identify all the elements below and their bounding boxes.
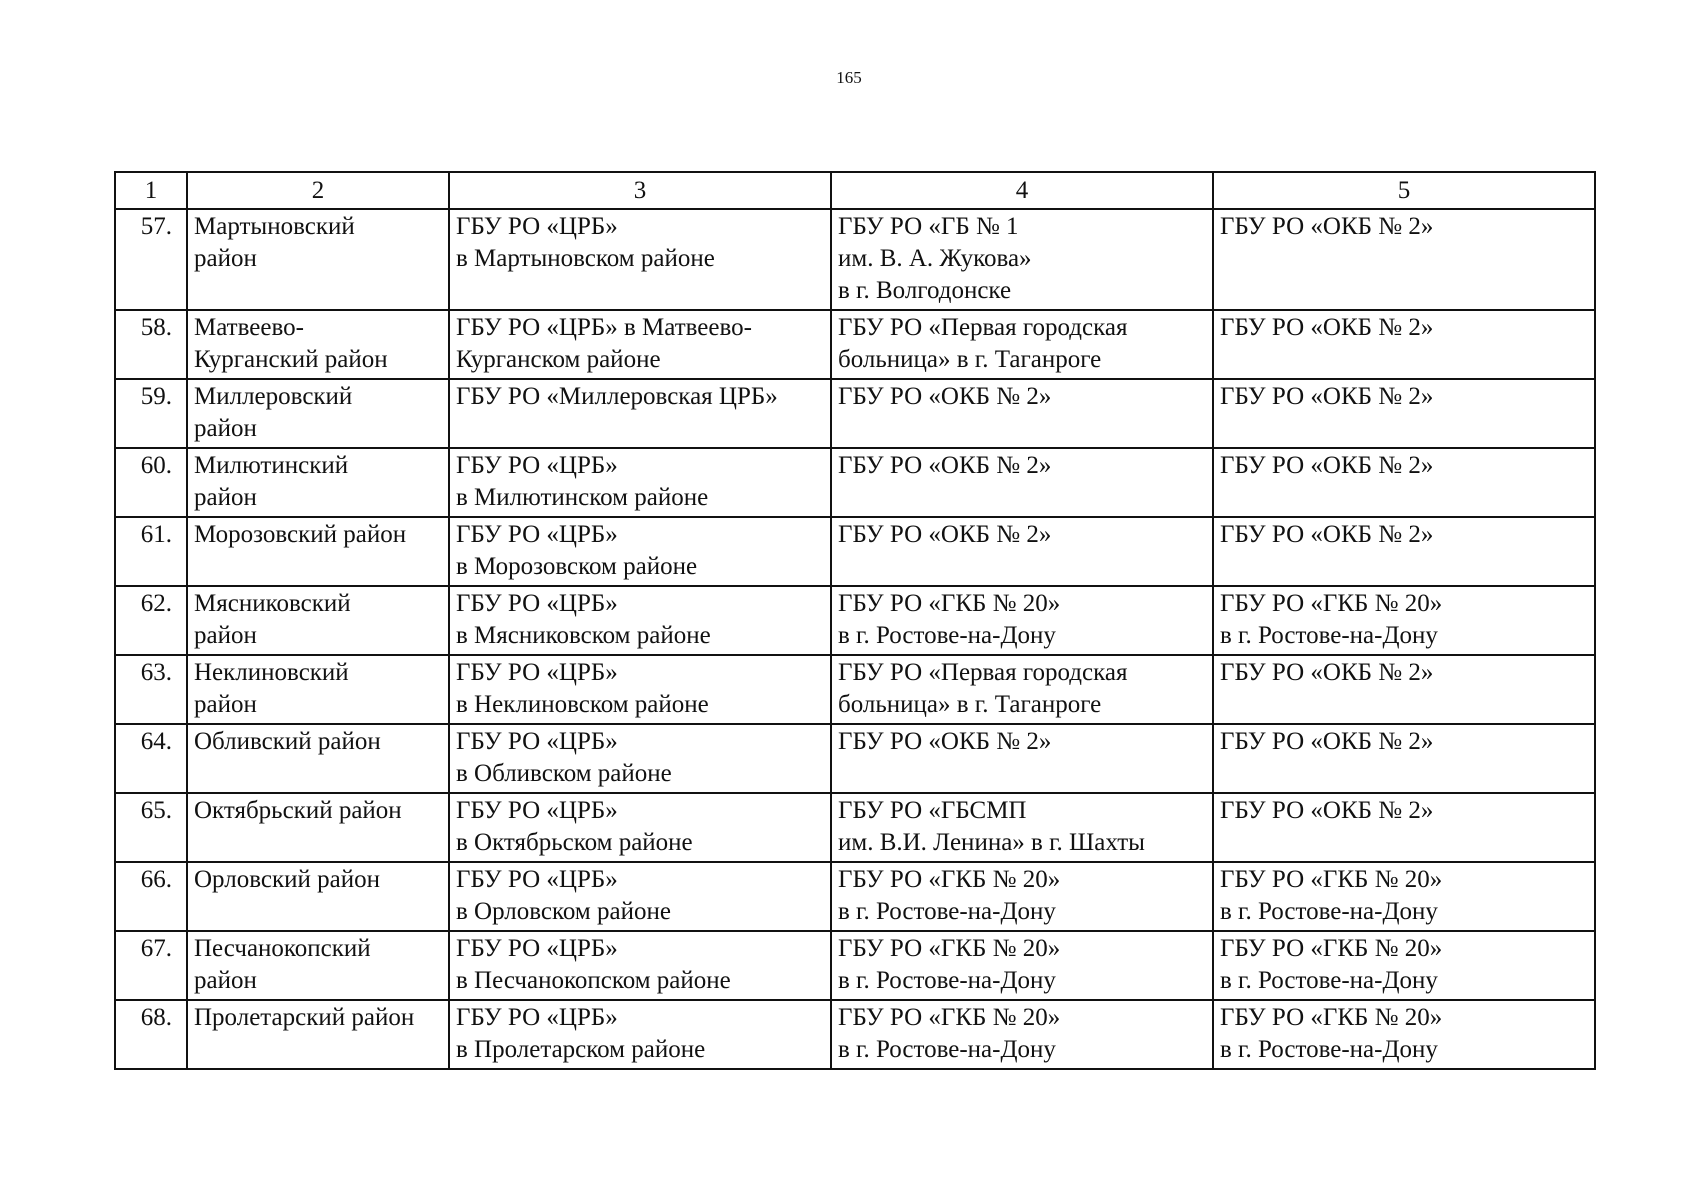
- cell-line: Морозовский район: [194, 521, 407, 548]
- cell-line: Пролетарский район: [194, 1004, 415, 1031]
- primary-facility-cell: [449, 724, 831, 793]
- regional-facility-cell: [1213, 517, 1595, 586]
- table-row: [115, 310, 1595, 379]
- cell-line: район: [194, 484, 257, 511]
- interdistrict-facility-cell: [831, 209, 1213, 310]
- cell-line: ГБУ РО «Первая городская: [838, 314, 1128, 341]
- cell-line: ГБУ РО «ЦРБ»: [456, 452, 618, 479]
- cell-line: ГБУ РО «ЦРБ»: [456, 935, 618, 962]
- cell-line: ГБУ РО «ОКБ № 2»: [1220, 383, 1434, 410]
- cell-line: район: [194, 415, 257, 442]
- cell-line: в г. Ростове-на-Дону: [838, 898, 1056, 925]
- cell-line: в г. Ростове-на-Дону: [1220, 967, 1438, 994]
- cell-line: ГБУ РО «ГКБ № 20»: [838, 935, 1061, 962]
- primary-facility-cell: [449, 655, 831, 724]
- cell-line: ГБУ РО «ОКБ № 2»: [1220, 659, 1434, 686]
- primary-facility-cell: [449, 448, 831, 517]
- cell-line: ГБУ РО «ЦРБ»: [456, 659, 618, 686]
- table-row: [115, 655, 1595, 724]
- cell-line: в г. Волгодонске: [838, 277, 1012, 304]
- cell-line: ГБУ РО «ГКБ № 20»: [1220, 590, 1443, 617]
- header-col-2: 2: [187, 172, 449, 209]
- table-row: [115, 517, 1595, 586]
- row-number-cell: 58.: [115, 310, 187, 379]
- primary-facility-cell: [449, 586, 831, 655]
- regional-facility-cell: [1213, 586, 1595, 655]
- cell-line: в Пролетарском районе: [456, 1036, 706, 1063]
- cell-line: Матвеево-: [194, 314, 304, 341]
- table-row: [115, 793, 1595, 862]
- interdistrict-facility-cell: [831, 655, 1213, 724]
- cell-line: район: [194, 967, 257, 994]
- cell-line: Орловский район: [194, 866, 380, 893]
- cell-line: ГБУ РО «Миллеровская ЦРБ»: [456, 383, 778, 410]
- row-number-cell: 63.: [115, 655, 187, 724]
- cell-line: Миллеровский: [194, 383, 353, 410]
- regional-facility-cell: [1213, 209, 1595, 310]
- interdistrict-facility-cell: [831, 724, 1213, 793]
- row-number-cell: 59.: [115, 379, 187, 448]
- primary-facility-cell: [449, 517, 831, 586]
- cell-line: ГБУ РО «ОКБ № 2»: [1220, 314, 1434, 341]
- cell-line: Неклиновский: [194, 659, 349, 686]
- row-number-cell: 65.: [115, 793, 187, 862]
- district-cell: [187, 448, 449, 517]
- district-cell: [187, 862, 449, 931]
- table-header: [115, 172, 1595, 209]
- cell-line: больница» в г. Таганроге: [838, 346, 1102, 373]
- cell-line: ГБУ РО «ОКБ № 2»: [1220, 728, 1434, 755]
- cell-line: в Песчанокопском районе: [456, 967, 731, 994]
- header-col-5: 5: [1213, 172, 1595, 209]
- cell-line: ГБУ РО «ГБ № 1: [838, 213, 1019, 240]
- cell-line: ГБУ РО «Первая городская: [838, 659, 1128, 686]
- cell-line: Мясниковский: [194, 590, 351, 617]
- cell-line: ГБУ РО «ЦРБ»: [456, 213, 618, 240]
- cell-line: в Обливском районе: [456, 760, 672, 787]
- header-col-4: 4: [831, 172, 1213, 209]
- interdistrict-facility-cell: [831, 379, 1213, 448]
- cell-line: Песчанокопский: [194, 935, 371, 962]
- cell-line: ГБУ РО «ОКБ № 2»: [838, 521, 1052, 548]
- interdistrict-facility-cell: [831, 793, 1213, 862]
- interdistrict-facility-cell: [831, 1000, 1213, 1069]
- primary-facility-cell: [449, 379, 831, 448]
- cell-line: ГБУ РО «ГКБ № 20»: [1220, 935, 1443, 962]
- cell-line: в Мясниковском районе: [456, 622, 711, 649]
- cell-line: Обливский район: [194, 728, 381, 755]
- cell-line: Милютинский: [194, 452, 349, 479]
- cell-line: Курганский район: [194, 346, 388, 373]
- row-number-cell: 57.: [115, 209, 187, 310]
- cell-line: в Милютинском районе: [456, 484, 709, 511]
- regional-facility-cell: [1213, 862, 1595, 931]
- regional-facility-cell: [1213, 724, 1595, 793]
- cell-line: ГБУ РО «ЦРБ»: [456, 866, 618, 893]
- table-row: [115, 724, 1595, 793]
- district-cell: [187, 1000, 449, 1069]
- district-cell: [187, 793, 449, 862]
- cell-line: ГБУ РО «ГКБ № 20»: [1220, 1004, 1443, 1031]
- regional-facility-cell: [1213, 310, 1595, 379]
- table-row: [115, 586, 1595, 655]
- cell-line: ГБУ РО «ОКБ № 2»: [838, 452, 1052, 479]
- table-row: [115, 209, 1595, 310]
- cell-line: ГБУ РО «ОКБ № 2»: [1220, 452, 1434, 479]
- row-number-cell: 62.: [115, 586, 187, 655]
- cell-line: ГБУ РО «ГКБ № 20»: [838, 866, 1061, 893]
- cell-line: район: [194, 691, 257, 718]
- regional-facility-cell: [1213, 931, 1595, 1000]
- regional-facility-cell: [1213, 379, 1595, 448]
- primary-facility-cell: [449, 931, 831, 1000]
- cell-line: ГБУ РО «ОКБ № 2»: [1220, 521, 1434, 548]
- primary-facility-cell: [449, 209, 831, 310]
- table-body: [115, 209, 1595, 1069]
- cell-line: ГБУ РО «ЦРБ»: [456, 521, 618, 548]
- cell-line: ГБУ РО «ОКБ № 2»: [838, 383, 1052, 410]
- district-cell: [187, 655, 449, 724]
- row-number-cell: 64.: [115, 724, 187, 793]
- primary-facility-cell: [449, 793, 831, 862]
- district-cell: [187, 931, 449, 1000]
- cell-line: в г. Ростове-на-Дону: [1220, 622, 1438, 649]
- cell-line: ГБУ РО «ОКБ № 2»: [838, 728, 1052, 755]
- cell-line: ГБУ РО «ГКБ № 20»: [838, 1004, 1061, 1031]
- row-number-cell: 66.: [115, 862, 187, 931]
- cell-line: ГБУ РО «ЦРБ» в Матвеево-: [456, 314, 752, 341]
- cell-line: район: [194, 245, 257, 272]
- cell-line: ГБУ РО «ЦРБ»: [456, 728, 618, 755]
- cell-line: Мартыновский: [194, 213, 355, 240]
- district-cell: [187, 724, 449, 793]
- cell-line: Курганском районе: [456, 346, 661, 373]
- interdistrict-facility-cell: [831, 586, 1213, 655]
- regional-facility-cell: [1213, 1000, 1595, 1069]
- primary-facility-cell: [449, 1000, 831, 1069]
- cell-line: в г. Ростове-на-Дону: [838, 1036, 1056, 1063]
- page-number: 165: [836, 68, 862, 87]
- primary-facility-cell: [449, 862, 831, 931]
- cell-line: ГБУ РО «ОКБ № 2»: [1220, 797, 1434, 824]
- table-row: [115, 379, 1595, 448]
- cell-line: в Мартыновском районе: [456, 245, 715, 272]
- row-number-cell: 67.: [115, 931, 187, 1000]
- district-cell: [187, 517, 449, 586]
- cell-line: им. В.И. Ленина» в г. Шахты: [838, 829, 1145, 856]
- district-cell: [187, 310, 449, 379]
- interdistrict-facility-cell: [831, 448, 1213, 517]
- row-number-cell: 60.: [115, 448, 187, 517]
- cell-line: в г. Ростове-на-Дону: [1220, 898, 1438, 925]
- cell-line: больница» в г. Таганроге: [838, 691, 1102, 718]
- header-row: [115, 172, 1595, 209]
- cell-line: в Октябрьском районе: [456, 829, 693, 856]
- row-number-cell: 61.: [115, 517, 187, 586]
- cell-line: ГБУ РО «ЦРБ»: [456, 590, 618, 617]
- cell-line: в г. Ростове-на-Дону: [838, 622, 1056, 649]
- header-col-1: 1: [115, 172, 187, 209]
- regional-facility-cell: [1213, 448, 1595, 517]
- table-row: [115, 862, 1595, 931]
- interdistrict-facility-cell: [831, 931, 1213, 1000]
- cell-line: в г. Ростове-на-Дону: [838, 967, 1056, 994]
- cell-line: в г. Ростове-на-Дону: [1220, 1036, 1438, 1063]
- cell-line: в Неклиновском районе: [456, 691, 709, 718]
- regional-facility-cell: [1213, 655, 1595, 724]
- cell-line: ГБУ РО «ГБСМП: [838, 797, 1027, 824]
- cell-line: ГБУ РО «ГКБ № 20»: [1220, 866, 1443, 893]
- cell-line: ГБУ РО «ОКБ № 2»: [1220, 213, 1434, 240]
- medical-routing-table: [114, 171, 1596, 1070]
- cell-line: ГБУ РО «ЦРБ»: [456, 1004, 618, 1031]
- regional-facility-cell: [1213, 793, 1595, 862]
- district-cell: [187, 586, 449, 655]
- cell-line: Октябрьский район: [194, 797, 402, 824]
- header-col-3: 3: [449, 172, 831, 209]
- district-cell: [187, 379, 449, 448]
- cell-line: им. В. А. Жукова»: [838, 245, 1032, 272]
- cell-line: в Орловском районе: [456, 898, 671, 925]
- cell-line: ГБУ РО «ЦРБ»: [456, 797, 618, 824]
- interdistrict-facility-cell: [831, 517, 1213, 586]
- table-row: [115, 931, 1595, 1000]
- cell-line: ГБУ РО «ГКБ № 20»: [838, 590, 1061, 617]
- primary-facility-cell: [449, 310, 831, 379]
- cell-line: в Морозовском районе: [456, 553, 698, 580]
- row-number-cell: 68.: [115, 1000, 187, 1069]
- cell-line: район: [194, 622, 257, 649]
- interdistrict-facility-cell: [831, 310, 1213, 379]
- table-row: [115, 1000, 1595, 1069]
- district-cell: [187, 209, 449, 310]
- interdistrict-facility-cell: [831, 862, 1213, 931]
- table-row: [115, 448, 1595, 517]
